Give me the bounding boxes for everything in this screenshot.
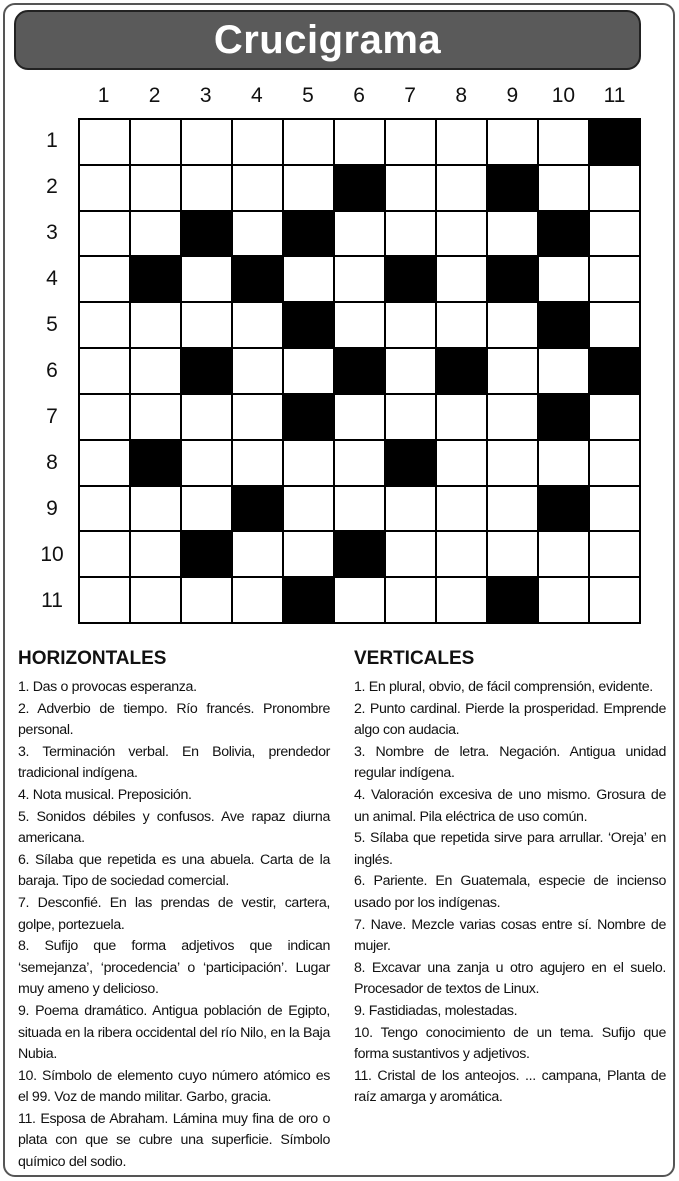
crossword-cell[interactable] (437, 487, 486, 531)
crossword-cell[interactable] (335, 212, 384, 256)
clue: 10. Tengo conocimiento de un tema. Sufijo que forma sustantivos y adjetivos. (354, 1024, 666, 1063)
column-number: 11 (603, 84, 626, 107)
column-number: 3 (199, 84, 212, 107)
crossword-cell[interactable] (539, 166, 588, 210)
page-title: Crucigrama (213, 17, 442, 62)
clue: 1. Das o provocas esperanza. (18, 679, 197, 695)
crossword-cell[interactable] (539, 578, 588, 622)
crossword-cell[interactable] (131, 487, 180, 531)
crossword-cell[interactable] (233, 441, 282, 485)
crossword-cell[interactable] (233, 212, 282, 256)
crossword-cell[interactable] (539, 257, 588, 301)
black-square (539, 212, 588, 256)
crossword-cell[interactable] (80, 441, 129, 485)
crossword-cell[interactable] (182, 166, 231, 210)
clue: 3. Nombre de letra. Negación. Antigua unidad regular indígena. (354, 743, 666, 782)
crossword-cell[interactable] (233, 166, 282, 210)
crossword-cell[interactable] (590, 441, 639, 485)
crossword-cell[interactable] (386, 303, 435, 347)
black-square (590, 120, 639, 164)
crossword-cell[interactable] (539, 441, 588, 485)
crossword-cell[interactable] (488, 303, 537, 347)
clue: 9. Poema dramático. Antigua población de Egipto, situada en la ribera occidental del río Nilo, en la Baja Nubia. (18, 1002, 330, 1063)
crossword-cell[interactable] (284, 166, 333, 210)
black-square (488, 257, 537, 301)
crossword-cell[interactable] (386, 166, 435, 210)
crossword-cell[interactable] (80, 257, 129, 301)
black-square (284, 212, 333, 256)
crossword-cell[interactable] (488, 441, 537, 485)
crossword-cell[interactable] (131, 578, 180, 622)
column-numbers (78, 84, 640, 110)
crossword-cell[interactable] (80, 532, 129, 576)
crossword-cell[interactable] (80, 303, 129, 347)
crossword-cell[interactable] (386, 212, 435, 256)
black-square (182, 212, 231, 256)
clue: 11. Cristal de los anteojos. ... campana, Planta de raíz amarga y aromática. (354, 1067, 666, 1106)
crossword-cell[interactable] (539, 532, 588, 576)
crossword-cell[interactable] (539, 120, 588, 164)
column-number: 5 (302, 84, 314, 107)
crossword-cell[interactable] (131, 395, 180, 439)
crossword-cell[interactable] (131, 349, 180, 393)
crossword-cell[interactable] (386, 532, 435, 576)
crossword-cell[interactable] (488, 395, 537, 439)
row-number: 4 (46, 267, 58, 290)
crossword-cell[interactable] (437, 166, 486, 210)
column-number: 8 (455, 84, 468, 107)
crossword-cell[interactable] (233, 120, 282, 164)
crossword-cell[interactable] (437, 578, 486, 622)
crossword-cell[interactable] (488, 212, 537, 256)
black-square (539, 303, 588, 347)
column-number: 10 (551, 84, 576, 107)
row-number: 7 (46, 405, 58, 428)
crossword-cell[interactable] (80, 578, 129, 622)
crossword-cell[interactable] (80, 212, 129, 256)
row-number: 6 (46, 359, 58, 382)
crossword-cell[interactable] (233, 532, 282, 576)
crossword-cell[interactable] (80, 487, 129, 531)
crossword-cell[interactable] (80, 166, 129, 210)
crossword-cell[interactable] (335, 487, 384, 531)
column-number: 7 (404, 84, 416, 107)
black-square (335, 166, 384, 210)
crossword-cell[interactable] (437, 395, 486, 439)
crossword-cell[interactable] (80, 395, 129, 439)
crossword-cell[interactable] (386, 578, 435, 622)
crossword-cell[interactable] (437, 441, 486, 485)
clue: 2. Adverbio de tiempo. Río francés. Pronombre personal. (18, 700, 330, 739)
crossword-cell[interactable] (182, 578, 231, 622)
clue: 8. Sufijo que forma adjetivos que indican ‘semejanza’, ‘procedencia’ o ‘participación’. Lugar muy ameno y delicioso. (18, 938, 330, 998)
crossword-cell[interactable] (284, 441, 333, 485)
crossword-cell[interactable] (233, 395, 282, 439)
crossword-cell[interactable] (437, 257, 486, 301)
crossword-cell[interactable] (284, 487, 333, 531)
crossword-cell[interactable] (131, 303, 180, 347)
black-square (335, 532, 384, 576)
black-square (386, 257, 435, 301)
row-number: 9 (46, 497, 58, 520)
black-square (437, 349, 486, 393)
crossword-cell[interactable] (233, 349, 282, 393)
crossword-cell[interactable] (131, 532, 180, 576)
column-number: 2 (148, 84, 161, 107)
crossword-cell[interactable] (182, 487, 231, 531)
black-square (233, 487, 282, 531)
crossword-cell[interactable] (284, 532, 333, 576)
clue: 5. Sonidos débiles y confusos. Ave rapaz diurna americana. (18, 808, 330, 847)
black-square (131, 257, 180, 301)
horizontales-heading: HORIZONTALES (18, 648, 167, 669)
horizontales-list (18, 677, 330, 1174)
crossword-cell[interactable] (488, 349, 537, 393)
crossword-cell[interactable] (335, 120, 384, 164)
black-square (386, 441, 435, 485)
crossword-cell[interactable] (80, 349, 129, 393)
clue: 10. Símbolo de elemento cuyo número atómico es el 99. Voz de mando militar. Garbo, gracia. (18, 1067, 330, 1106)
row-number: 5 (46, 313, 58, 336)
crossword-cell[interactable] (335, 257, 384, 301)
crossword-cell[interactable] (437, 120, 486, 164)
crossword-cell[interactable] (182, 303, 231, 347)
title-banner (14, 10, 641, 70)
row-numbers (30, 118, 74, 624)
column-number: 6 (353, 84, 365, 107)
verticales-heading: VERTICALES (354, 648, 475, 669)
clue: 6. Pariente. En Guatemala, especie de incienso usado por los indígenas. (354, 873, 666, 911)
crossword-cell[interactable] (386, 349, 435, 393)
column-number: 1 (97, 84, 110, 107)
clue: 9. Fastidiadas, molestadas. (354, 1002, 518, 1019)
row-number: 3 (46, 221, 58, 244)
clue: 7. Desconfié. En las prendas de vestir, cartera, golpe, portezuela. (18, 894, 330, 933)
black-square (539, 487, 588, 531)
horizontales-section (18, 648, 330, 1174)
crossword-cell[interactable] (488, 487, 537, 531)
black-square (488, 166, 537, 210)
crossword-cell[interactable] (284, 349, 333, 393)
crossword-cell[interactable] (284, 257, 333, 301)
crossword-cell[interactable] (590, 257, 639, 301)
clue: 8. Excavar una zanja u otro agujero en el suelo. Procesador de textos de Linux. (354, 959, 666, 998)
crossword-cell[interactable] (182, 257, 231, 301)
black-square (233, 257, 282, 301)
clue: 11. Esposa de Abraham. Lámina muy fina de oro o plata con que se cubre una superficie. Símbolo químico del sodio. (18, 1110, 330, 1171)
clue: 5. Sílaba que repetida sirve para arrullar. ‘Oreja’ en inglés. (354, 830, 666, 868)
crossword-grid (78, 118, 641, 624)
clue: 3. Terminación verbal. En Bolivia, prendedor tradicional indígena. (18, 743, 330, 782)
crossword-cell[interactable] (386, 395, 435, 439)
black-square (335, 349, 384, 393)
crossword-cell[interactable] (437, 303, 486, 347)
crossword-cell[interactable] (590, 395, 639, 439)
crossword-cell[interactable] (233, 578, 282, 622)
crossword-cell[interactable] (590, 303, 639, 347)
clue: 1. En plural, obvio, de fácil comprensión, evidente. (354, 679, 653, 695)
crossword-cell[interactable] (590, 578, 639, 622)
crossword-cell[interactable] (335, 395, 384, 439)
crossword-cell[interactable] (335, 578, 384, 622)
black-square (284, 303, 333, 347)
crossword-cell[interactable] (284, 120, 333, 164)
crossword-cell[interactable] (386, 120, 435, 164)
row-number: 11 (41, 589, 63, 612)
crossword-cell[interactable] (590, 487, 639, 531)
crossword-cell[interactable] (80, 120, 129, 164)
black-square (284, 395, 333, 439)
black-square (539, 395, 588, 439)
crossword-cell[interactable] (488, 120, 537, 164)
crossword-cell[interactable] (590, 212, 639, 256)
crossword-cell[interactable] (590, 532, 639, 576)
clue: 7. Nave. Mezcle varias cosas entre sí. Nombre de mujer. (354, 916, 666, 955)
clue: 6. Sílaba que repetida es una abuela. Carta de la baraja. Tipo de sociedad comercial. (18, 851, 330, 890)
column-number: 4 (251, 84, 263, 107)
crossword-cell[interactable] (386, 487, 435, 531)
row-number: 1 (46, 129, 58, 152)
black-square (488, 578, 537, 622)
clue: 4. Nota musical. Preposición. (18, 786, 192, 803)
verticales-section (354, 648, 666, 1109)
black-square (182, 349, 231, 393)
black-square (182, 532, 231, 576)
crossword-cell[interactable] (182, 441, 231, 485)
crossword-cell[interactable] (437, 212, 486, 256)
crossword-cell[interactable] (539, 349, 588, 393)
verticales-list (354, 677, 666, 1109)
clue: 4. Valoración excesiva de uno mismo. Grosura de un animal. Pila eléctrica de uso común. (354, 786, 666, 825)
crossword-cell[interactable] (488, 532, 537, 576)
row-number: 2 (46, 175, 58, 198)
crossword-cell[interactable] (131, 120, 180, 164)
crossword-cell[interactable] (590, 166, 639, 210)
crossword-cell[interactable] (131, 212, 180, 256)
crossword-cell[interactable] (437, 532, 486, 576)
black-square (284, 578, 333, 622)
black-square (590, 349, 639, 393)
crossword-cell[interactable] (233, 303, 282, 347)
crossword-cell[interactable] (182, 395, 231, 439)
crossword-cell[interactable] (182, 120, 231, 164)
row-number: 8 (46, 451, 58, 474)
row-number: 10 (40, 543, 64, 566)
crossword-cell[interactable] (131, 166, 180, 210)
column-number: 9 (506, 84, 519, 107)
clue: 2. Punto cardinal. Pierde la prosperidad. Emprende algo con audacia. (354, 700, 666, 739)
crossword-cell[interactable] (335, 441, 384, 485)
crossword-cell[interactable] (335, 303, 384, 347)
black-square (131, 441, 180, 485)
